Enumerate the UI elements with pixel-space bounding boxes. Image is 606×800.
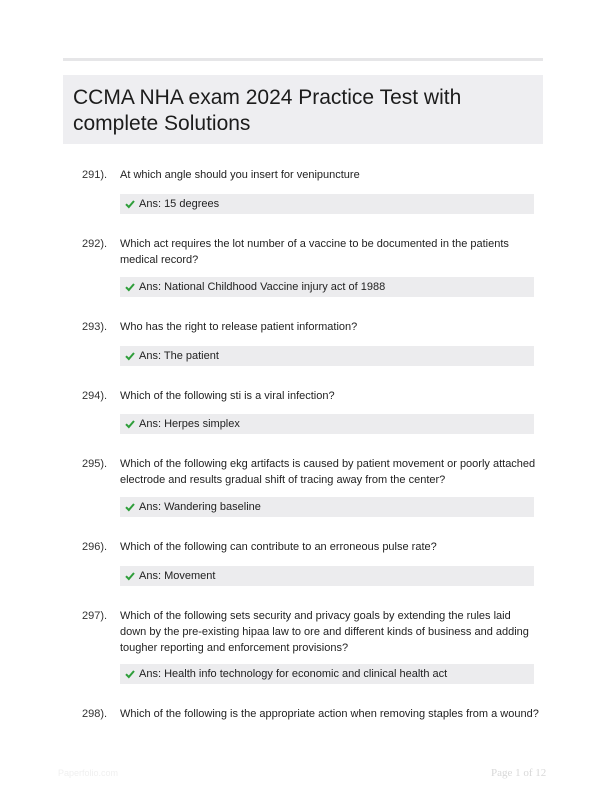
question-text: Which act requires the lot number of a vaccine to be documented in the patients medical record? [120,238,509,266]
question-number: 294). [82,390,108,402]
question-text: At which angle should you insert for venipuncture [120,169,360,181]
checkmark-icon [125,669,135,679]
question-number: 292). [82,238,108,250]
checkmark-icon [125,502,135,512]
checkmark-icon [125,419,135,429]
checkmark-icon [125,351,135,361]
answer-text: Ans: Herpes simplex [139,418,240,430]
checkmark-icon [125,282,135,292]
question-number: 293). [82,321,108,333]
answer-text: Ans: Wandering baseline [139,501,261,513]
question-number: 296). [82,541,108,553]
answer-text: Ans: Health info technology for economic and clinical health act [139,668,448,680]
document-title: CCMA NHA exam 2024 Practice Test with complete Solutions [73,86,462,135]
watermark-text: Paperfolio.com [58,768,119,778]
answer-text: Ans: 15 degrees [139,198,220,210]
answer-box-296 [120,566,534,586]
question-text: Who has the right to release patient information? [120,321,358,333]
answer-text: Ans: National Childhood Vaccine injury act of 1988 [139,281,386,293]
question-number: 295). [82,458,108,470]
question-text: Which of the following sets security and privacy goals by extending the rules laid down by the pre-existing hipaa law to ore and different kinds of business and adding tougher reporting and enforcement provisions? [120,610,529,654]
checkmark-icon [125,199,135,209]
question-text: Which of the following can contribute to an erroneous pulse rate? [120,541,437,553]
question-text: Which of the following is the appropriate action when removing staples from a wound? [120,708,539,720]
question-number: 291). [82,169,108,181]
page-indicator: Page 1 of 12 [491,767,547,779]
answer-box-291 [120,194,534,214]
answer-box-295 [120,497,534,517]
answer-box-292 [120,277,534,297]
answer-text: Ans: The patient [139,350,219,362]
answer-box-294 [120,414,534,434]
question-number: 297). [82,610,108,622]
question-number: 298). [82,708,108,720]
checkmark-icon [125,571,135,581]
answer-box-293 [120,346,534,366]
answer-box-297 [120,664,534,684]
question-text: Which of the following ekg artifacts is caused by patient movement or poorly attached electrode and results gradual shift of tracing away from the center? [120,458,536,486]
top-divider [63,58,543,61]
question-text: Which of the following sti is a viral infection? [120,390,335,402]
title-banner [63,75,543,144]
answer-text: Ans: Movement [139,570,216,582]
